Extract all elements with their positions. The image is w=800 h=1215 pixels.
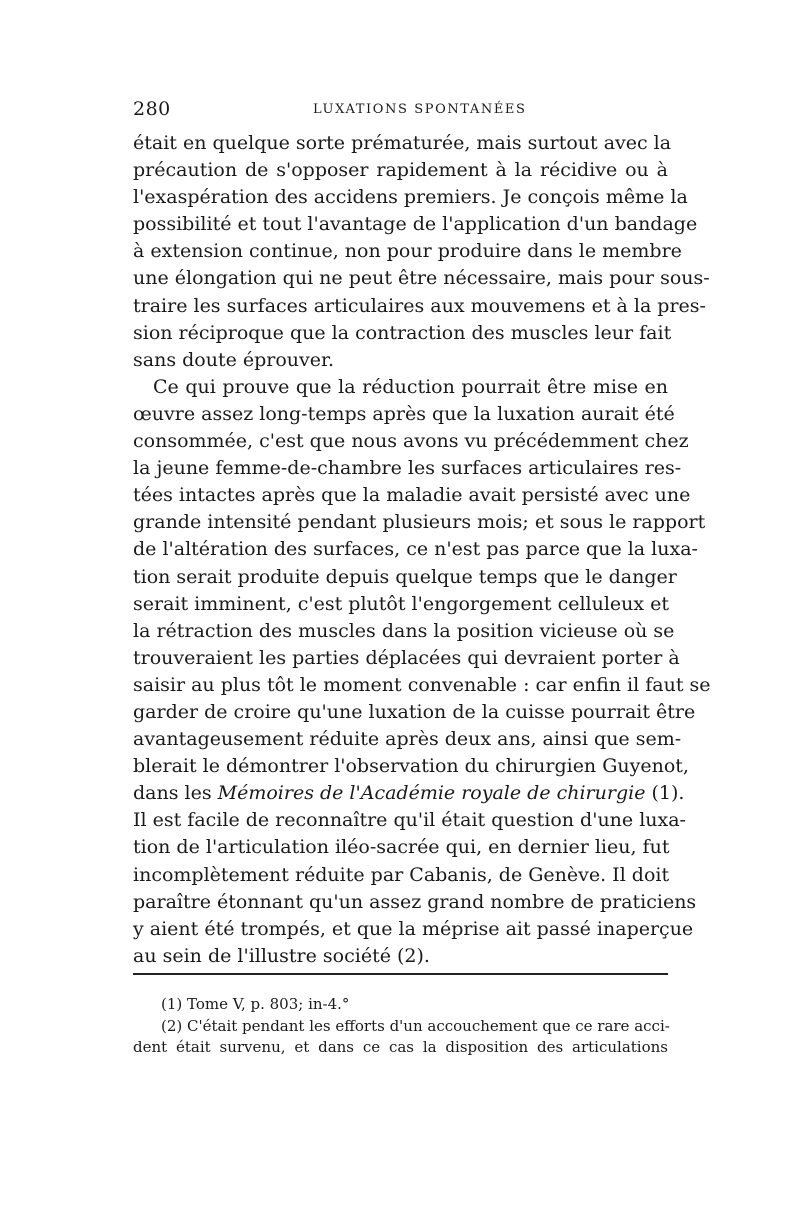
text-line: tion de l'articulation iléo-sacrée qui, en dernier lieu, fut [133, 836, 670, 859]
text-line: paraître étonnant qu'un assez grand nombre de praticiens [133, 890, 697, 913]
text-line: avantageusement réduite après deux ans, ainsi que sem- [133, 728, 682, 751]
text-line: blerait le démontrer l'observation du chirurgien Guyenot, [133, 755, 689, 778]
text-line: tées intactes après que la maladie avait persisté avec une [133, 484, 691, 507]
text-line: grande intensité pendant plusieurs mois; et sous le rapport [133, 511, 706, 534]
text-line: sion réciproque que la contraction des muscles leur fait [133, 321, 672, 344]
footnote-2-line-1: (2) C'était pendant les efforts d'un accouchement que ce rare acci- [161, 1016, 670, 1035]
text-line: saisir au plus tôt le moment convenable : car enfin il faut se [133, 673, 711, 696]
text-line: la jeune femme-de-chambre les surfaces articulaires res- [133, 457, 682, 480]
citation-prefix: dans les [133, 782, 218, 805]
footnotes [133, 994, 668, 1059]
text-line: la rétraction des muscles dans la position vicieuse où se [133, 619, 675, 642]
page-header [133, 98, 668, 126]
footnote-1: (1) Tome V, p. 803; in-4.° [161, 995, 350, 1013]
text-line: incomplètement réduite par Cabanis, de Genève. Il doit [133, 863, 670, 886]
text-line: sans doute éprouver. [133, 348, 335, 371]
text-line: à extension continue, non pour produire dans le membre [133, 240, 682, 263]
text-line: garder de croire qu'une luxation de la cuisse pourrait être [133, 700, 696, 723]
footnote-divider [133, 973, 668, 975]
text-line: tion serait produite depuis quelque temps que le danger [133, 565, 677, 588]
text-line: œuvre assez long-temps après que la luxation aurait été [133, 402, 675, 425]
citation-title: Mémoires de l'Académie royale de chirurgie [217, 782, 646, 805]
text-line: y aient été trompés, et que la méprise ait passé inaperçue [133, 917, 694, 940]
text-line: une élongation qui ne peut être nécessaire, mais pour sous- [133, 267, 710, 290]
text-line: serait imminent, c'est plutôt l'engorgement celluleux et [133, 592, 670, 615]
text-line: précaution de s'opposer rapidement à la récidive ou à [133, 159, 668, 182]
text-line: était en quelque sorte prématurée, mais surtout avec la [133, 132, 672, 154]
text-line: trouveraient les parties déplacées qui devraient porter à [133, 646, 680, 669]
running-head: LUXATIONS SPONTANÉES [313, 102, 527, 117]
text-line: consommée, c'est que nous avons vu précédemment chez [133, 430, 689, 453]
paragraph-start-line: Ce qui prouve que la réduction pourrait être mise en [153, 375, 668, 398]
text-line: traire les surfaces articulaires aux mouvemens et à la pres- [133, 294, 706, 317]
text-line: au sein de l'illustre société (2). [133, 944, 430, 967]
text-line: possibilité et tout l'avantage de l'application d'un bandage [133, 213, 698, 236]
page-number: 280 [133, 98, 171, 120]
text-line: Il est facile de reconnaître qu'il était question d'une luxa- [133, 809, 686, 832]
footnote-2-line-2: dent était survenu, et dans ce cas la disposition des articulations [133, 1038, 668, 1056]
text-line-with-citation [133, 780, 685, 807]
text-line: de l'altération des surfaces, ce n'est pas parce que la luxa- [133, 538, 698, 561]
text-line: l'exaspération des accidens premiers. Je conçois même la [133, 186, 688, 209]
footnote-ref: (1). [645, 782, 685, 805]
body-text [133, 130, 711, 970]
